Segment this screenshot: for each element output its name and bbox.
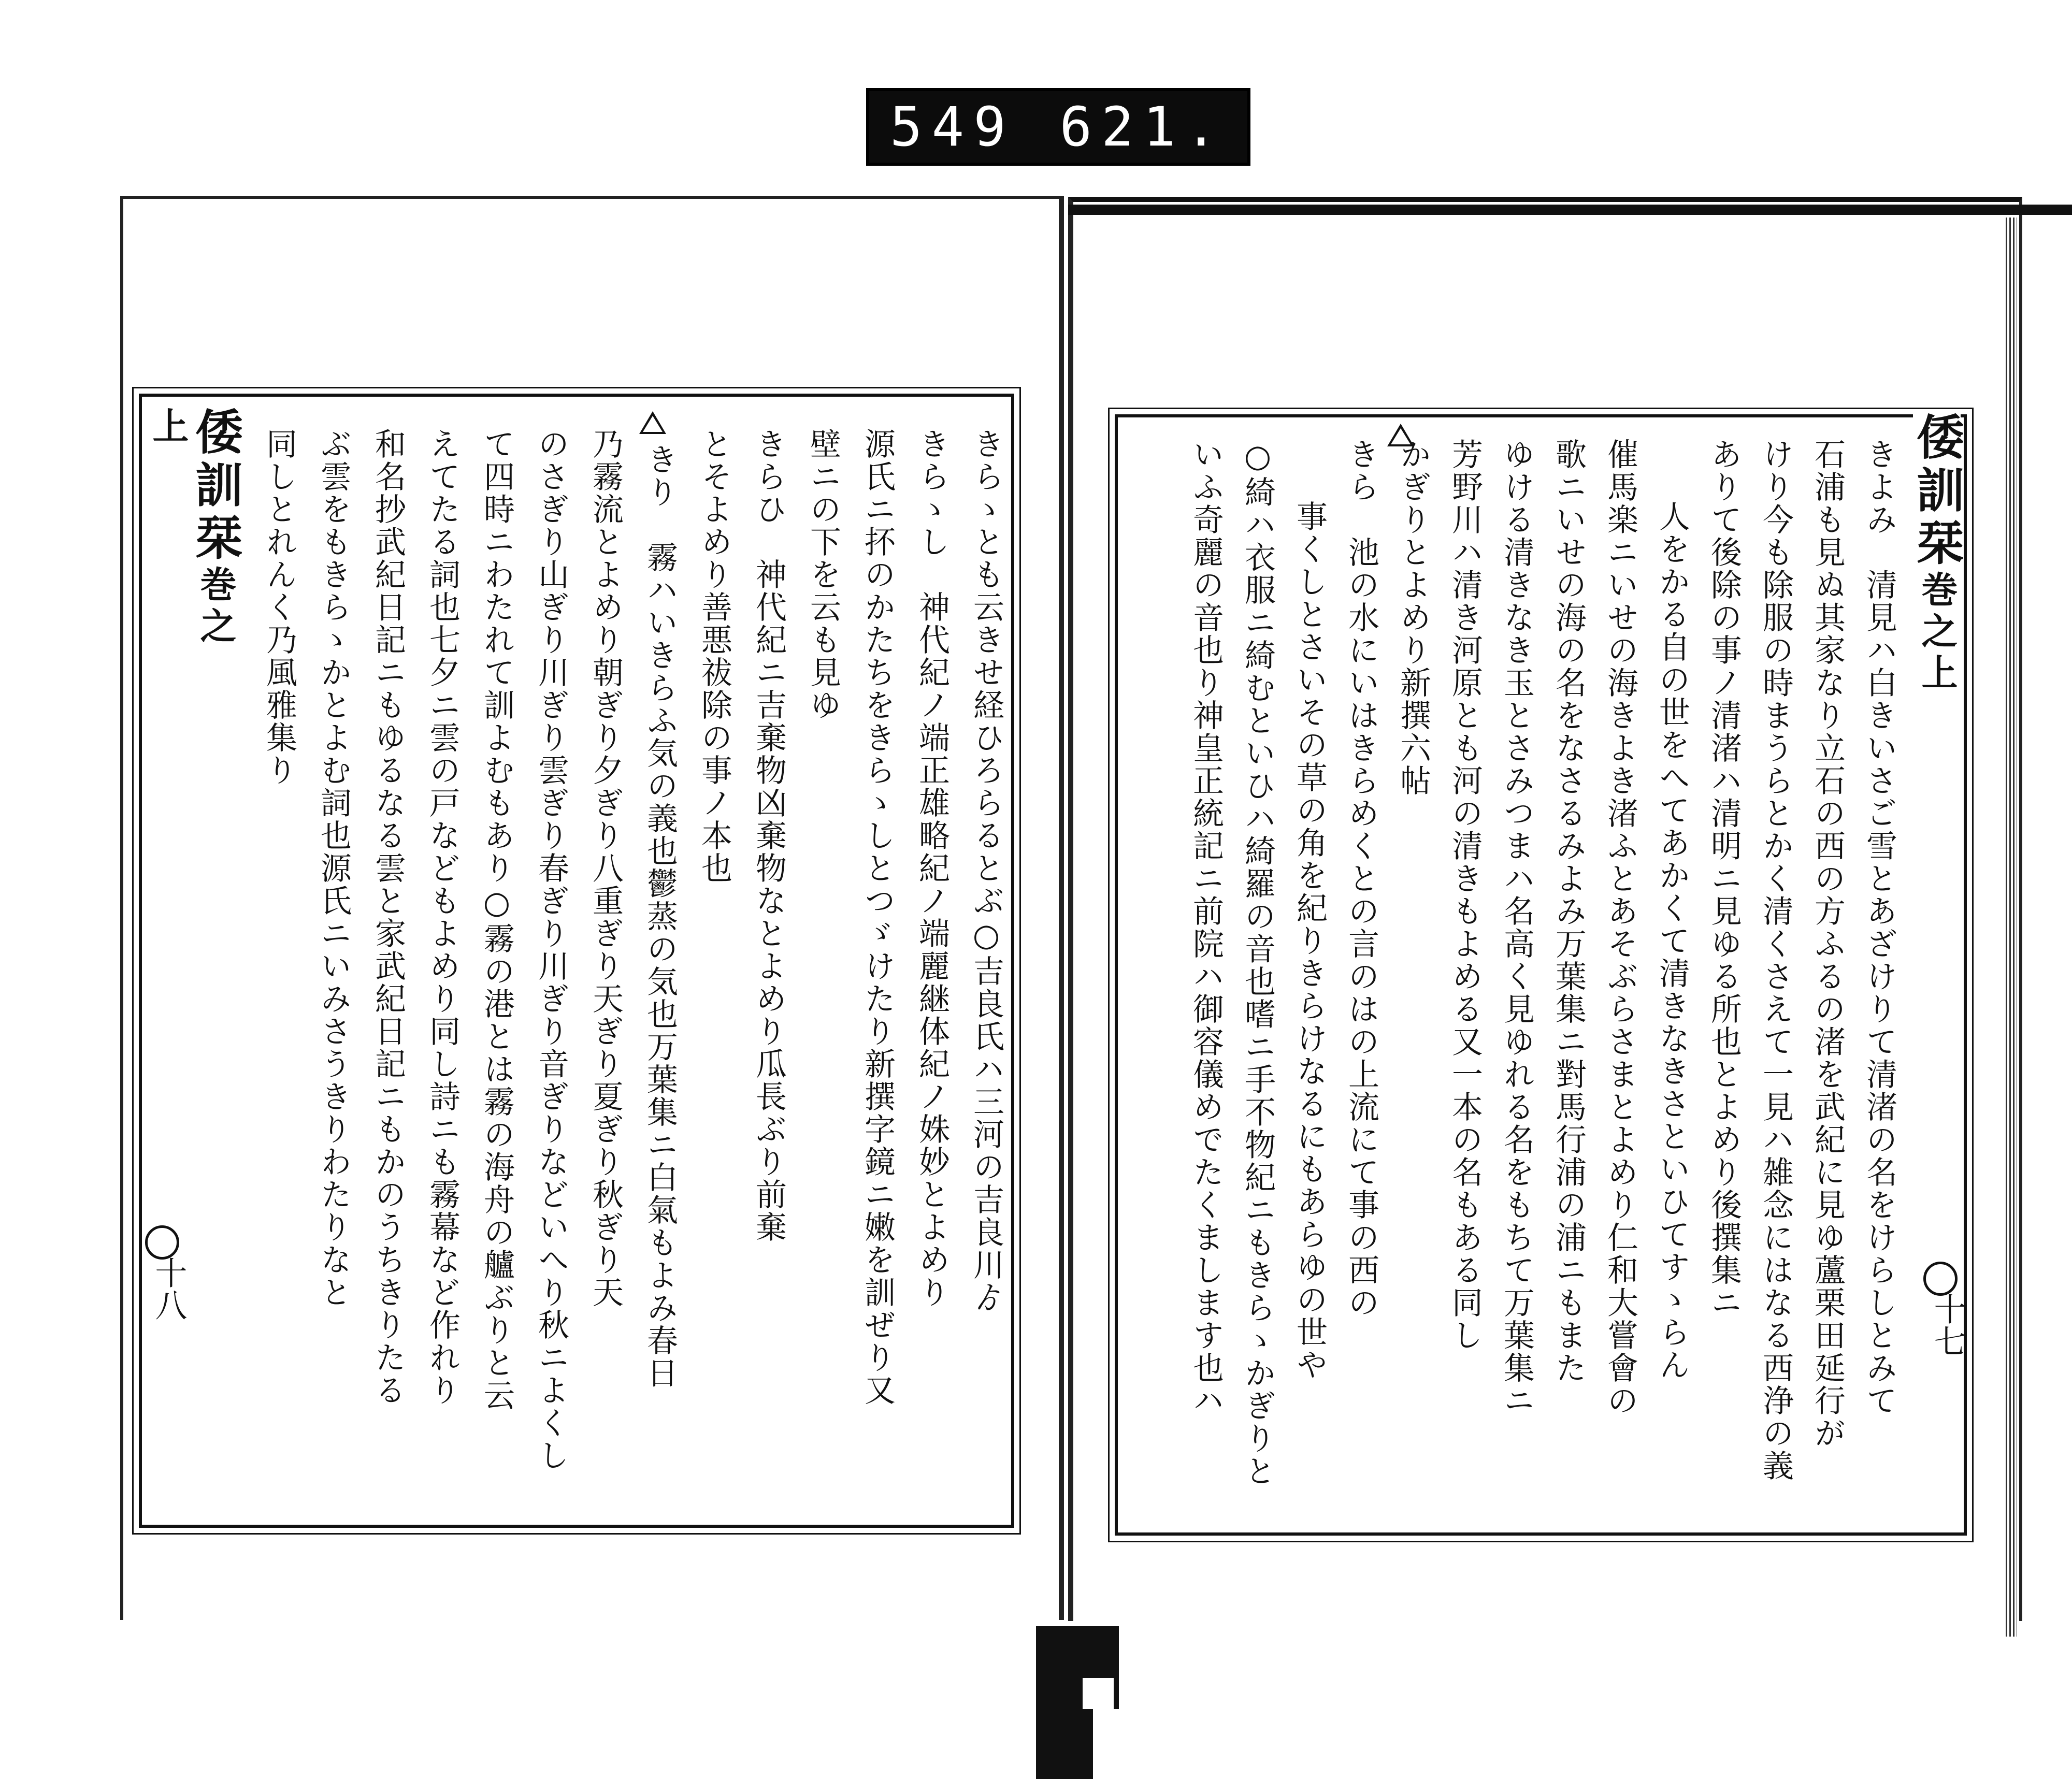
catalog-number-label [866,88,1250,166]
right-running-head-title: 倭訓栞 [1909,412,1965,571]
text-column: 事くしとさいその草の角を紀りきらけなるにもあらゆの世や [1291,500,1328,1381]
gutter-shadow-notch [1093,1709,1124,1779]
text-column: きよみ 清見ハ白きいさご雪とあざけりて清渚の名をけらしとみて [1861,438,1897,1417]
text-column: かぎりとよめり新撰六帖 [1395,438,1431,797]
section-triangle-icon [639,411,666,434]
left-running-head-title: 倭訓栞 [188,407,243,566]
text-column: ゆける清きなき玉とさみつまハ名高く見ゆれる名をもちて万葉集ニ [1499,438,1535,1417]
text-column: ぶ雲をもきらゝかとよむ詞也源氏ニいみさうきりわたりなと [315,428,352,1309]
page-number-circle-icon [145,1225,179,1260]
text-column: ○綺ハ衣服ニ綺むといひハ綺羅の音也嗜ニ手不物紀ニもきらゝかぎりと [1240,438,1276,1487]
text-column: て四時ニわたれて訓よむもあり○霧の港とは霧の海舟の艫ぶりと云 [479,428,515,1412]
left-running-head [144,407,243,676]
text-column: いふ奇麗の音也り神皇正統記ニ前院ハ御容儀めでたくまします也ハ [1188,438,1224,1417]
text-column: きり 霧ハいきらふ気の義也鬱蒸の気也万葉集ニ白氣もよみ春日 [642,443,678,1390]
text-column: のさぎり山ぎり川ぎり雲ぎり春ぎり川ぎり音ぎりなどいへり秋ニよくし [533,428,569,1472]
text-column: ありて後除の事ノ清渚ハ清明ニ見ゆる所也とよめり後撰集ニ [1706,438,1742,1319]
text-column: 和名抄武紀日記ニもゆるなる雲と家武紀日記ニもかのうちきりたる [370,428,406,1407]
text-column: 壁ニの下を云も見ゆ [805,428,841,721]
text-column: 歌ニいせの海の名をなさるみよみ万葉集ニ對馬行浦の浦ニもまた [1550,438,1587,1384]
right-running-head [1909,412,1965,702]
right-text-frame [1115,414,1967,1536]
text-column: 乃霧流とよめり朝ぎり夕ぎり八重ぎり天ぎり夏ぎり秋ぎり天 [587,428,624,1309]
text-column: けり今も除服の時まうらとかく清くさえて一見ハ雑念にはなる西浄の義 [1758,438,1794,1482]
right-page-number: 十七 [1929,1293,1966,1357]
text-column: とそよめり善悪祓除の事ノ本也 [696,428,732,885]
text-column: 芳野川ハ清き河原とも河の清きもよめる又一本の名もある同し [1447,438,1483,1352]
text-column: きらひ 神代紀ニ吉棄物凶棄物なとよめり瓜長ぶり前棄 [751,428,787,1243]
page-number-circle-icon [1923,1262,1958,1296]
right-page-fore-edge [2006,218,2017,1637]
left-text-frame [139,394,1014,1528]
left-page-number: 十八 [150,1256,188,1321]
text-column: 石浦も見ぬ其家なり立石の西の方ふるの渚を武紀に見ゆ蘆栗田延行が [1809,438,1846,1450]
text-column: 催馬楽ニいせの海きよき渚ふとあそぶらさまとよめり仁和大嘗會の [1602,438,1638,1417]
section-triangle-icon [1387,424,1414,446]
gutter-shadow-notch [1083,1678,1114,1709]
text-column: 人をかる自の世をへてあかくて清きなきさといひてすゝらん [1654,500,1690,1381]
right-page-top-edge [1068,205,2072,215]
catalog-number-right: 621. [1059,95,1227,158]
text-column: 同しとれんく乃風雅集り [261,428,297,787]
catalog-number-left: 549 [890,95,1015,158]
text-column: きらゝとも云きせ経ひろらるとぶ○吉良氏ハ三河の吉良川ゟ [968,428,1004,1314]
right-running-head-volume: 巻之上 [1916,571,1959,695]
text-column: 源氏ニ抔のかたちをきらゝしとつゞけたり新撰字鏡ニ嫩を訓ぜり又 [859,428,896,1407]
text-column: きらゝし 神代紀ノ端正雄略紀ノ端麗継体紀ノ姝妙とよめり [914,428,950,1309]
left-running-head-volume: 巻之上 [147,407,237,648]
text-column: えてたる詞也七夕ニ雲の戸などもよめり同し詩ニも霧幕など作れり [424,428,461,1407]
text-column: きら 池の水にいはきらめくとの言のはの上流にて事の西の [1343,438,1379,1319]
